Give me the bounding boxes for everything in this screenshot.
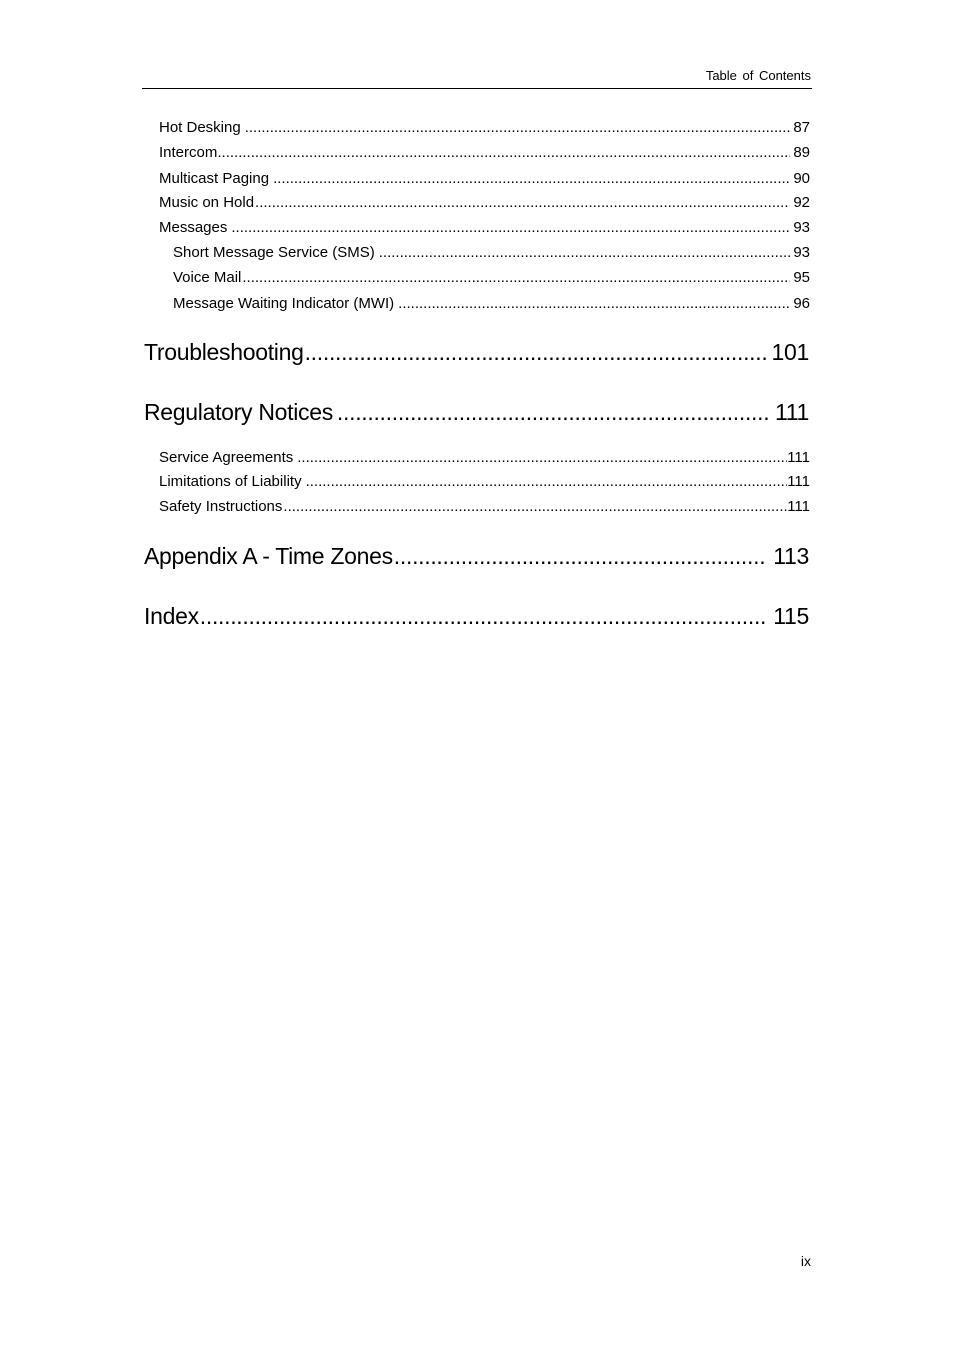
toc-entry-page: 93 [793, 219, 810, 236]
toc-entry-limitations-of-liability[interactable] [159, 472, 810, 492]
toc-entry-page: 89 [793, 144, 810, 161]
dot-leader [200, 600, 767, 632]
dot-leader [245, 118, 791, 138]
dot-leader [398, 294, 790, 314]
toc-entry-page: 92 [793, 194, 810, 211]
toc-entry-title: Service Agreements [159, 449, 294, 466]
toc-entry-page: 95 [793, 269, 810, 286]
dot-leader [306, 472, 788, 492]
toc-entry-page: 87 [793, 119, 810, 136]
toc-entry-title: Intercom [159, 144, 218, 161]
toc-entry-safety-instructions[interactable] [159, 497, 810, 517]
toc-entry-page: 90 [793, 170, 810, 187]
toc-entry-hot-desking[interactable] [159, 118, 810, 138]
toc-entry-music-on-hold[interactable] [159, 193, 810, 213]
toc-chapter-troubleshooting[interactable] [144, 336, 809, 368]
dot-leader [273, 169, 790, 189]
toc-entry-title: Multicast Paging [159, 170, 270, 187]
toc-entry-title: Message Waiting Indicator (MWI) [173, 295, 395, 312]
toc-entry-intercom[interactable] [159, 143, 810, 163]
toc-entry-title: Short Message Service (SMS) [173, 244, 375, 261]
page-number: ix [800, 1253, 811, 1269]
dot-leader [283, 497, 787, 517]
toc-chapter-title: Appendix A - Time Zones [144, 543, 393, 569]
toc-entry-page: 93 [793, 244, 810, 261]
toc-chapter-appendix-a[interactable] [144, 540, 809, 572]
toc-entry-title: Safety Instructions [159, 498, 283, 515]
toc-entry-mwi[interactable] [173, 294, 810, 314]
dot-leader [297, 448, 787, 468]
dot-leader [379, 243, 791, 263]
toc-entry-page: 96 [793, 295, 810, 312]
dot-leader [305, 336, 766, 368]
toc-chapter-page: 115 [773, 603, 809, 629]
header-title: Table of Contents [705, 68, 811, 83]
toc-entry-page: 111 [787, 449, 810, 466]
toc-entry-multicast-paging[interactable] [159, 169, 810, 189]
dot-leader [255, 193, 790, 213]
toc-chapter-title: Index [144, 603, 199, 629]
toc-entry-sms[interactable] [173, 243, 810, 263]
toc-entry-title: Voice Mail [173, 269, 242, 286]
toc-entry-title: Messages [159, 219, 228, 236]
toc-entry-service-agreements[interactable] [159, 448, 810, 468]
toc-chapter-page: 113 [773, 543, 809, 569]
toc-entry-title: Music on Hold [159, 194, 255, 211]
toc-entry-messages[interactable] [159, 218, 810, 238]
toc-chapter-page: 101 [771, 339, 809, 365]
toc-chapter-regulatory-notices[interactable] [144, 396, 809, 428]
dot-leader [231, 218, 790, 238]
toc-entry-title: Limitations of Liability [159, 473, 302, 490]
toc-entry-page: 111 [787, 498, 810, 515]
dot-leader [242, 268, 790, 288]
dot-leader [337, 396, 769, 428]
toc-chapter-page: 111 [774, 399, 809, 425]
toc-entry-title: Hot Desking [159, 119, 241, 136]
toc-chapter-index[interactable] [144, 600, 809, 632]
toc-entry-page: 111 [787, 473, 810, 490]
toc-entry-voice-mail[interactable] [173, 268, 810, 288]
toc-chapter-title: Troubleshooting [144, 339, 304, 365]
dot-leader [217, 143, 790, 163]
toc-chapter-title: Regulatory Notices [144, 399, 333, 425]
dot-leader [394, 540, 767, 572]
